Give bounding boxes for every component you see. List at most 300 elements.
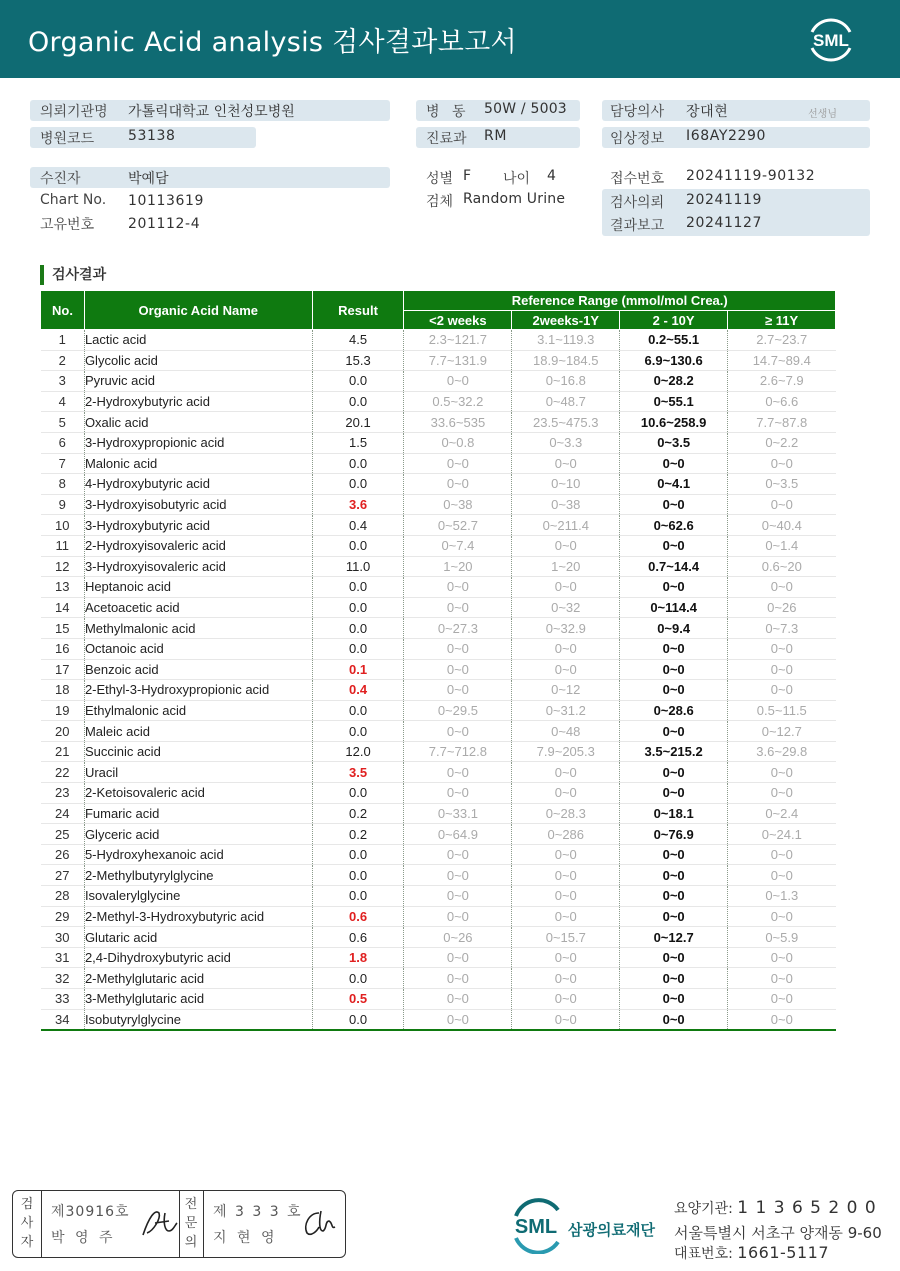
acid-name: Glutaric acid bbox=[84, 927, 312, 948]
footer-logo bbox=[510, 1198, 670, 1258]
ref-range-2-weeks-1-year: 0~0 bbox=[512, 659, 620, 680]
result-value: 0.2 bbox=[312, 824, 404, 845]
ref-range-under-2-weeks: 0~33.1 bbox=[404, 803, 512, 824]
age-value: 4 bbox=[547, 168, 557, 184]
row-number: 8 bbox=[41, 474, 85, 495]
ref-range-2-10-years: 0~28.6 bbox=[620, 700, 728, 721]
row-number: 28 bbox=[41, 886, 85, 907]
ref-range-under-2-weeks: 0~0 bbox=[404, 371, 512, 392]
department-value: RM bbox=[484, 128, 508, 144]
ref-range-2-10-years: 0~0 bbox=[620, 494, 728, 515]
ref-range-2-weeks-1-year: 23.5~475.3 bbox=[512, 412, 620, 433]
specimen-value: Random Urine bbox=[463, 191, 566, 207]
footer-phone bbox=[674, 1243, 829, 1263]
ward-value: 50W / 5003 bbox=[484, 101, 567, 117]
acid-name: Acetoacetic acid bbox=[84, 597, 312, 618]
row-number: 15 bbox=[41, 618, 85, 639]
logo-text: SML bbox=[813, 31, 849, 50]
acid-name: Maleic acid bbox=[84, 721, 312, 742]
acid-name: Uracil bbox=[84, 762, 312, 783]
ref-range-2-10-years: 0~76.9 bbox=[620, 824, 728, 845]
acid-name: 3-Hydroxybutyric acid bbox=[84, 515, 312, 536]
ref-range-over-11-years: 0~0 bbox=[728, 865, 836, 886]
row-number: 25 bbox=[41, 824, 85, 845]
result-value: 0.0 bbox=[312, 1009, 404, 1030]
table-row bbox=[41, 391, 836, 412]
result-value: 0.0 bbox=[312, 638, 404, 659]
ref-range-2-10-years: 0~0 bbox=[620, 535, 728, 556]
ref-range-over-11-years: 0~0 bbox=[728, 947, 836, 968]
ref-range-over-11-years: 0~2.2 bbox=[728, 432, 836, 453]
report-title: Organic Acid analysis 검사결과보고서 bbox=[28, 27, 517, 58]
ref-range-2-10-years: 0~62.6 bbox=[620, 515, 728, 536]
acid-name: Heptanoic acid bbox=[84, 577, 312, 598]
acid-name: Ethylmalonic acid bbox=[84, 700, 312, 721]
ref-range-2-weeks-1-year: 0~0 bbox=[512, 844, 620, 865]
ref-range-over-11-years: 0~0 bbox=[728, 989, 836, 1010]
acid-name: 2-Methylbutyrylglycine bbox=[84, 865, 312, 886]
ref-range-2-10-years: 3.5~215.2 bbox=[620, 741, 728, 762]
ref-range-over-11-years: 14.7~89.4 bbox=[728, 350, 836, 371]
header-age-1: <2 weeks bbox=[404, 311, 512, 330]
ref-range-under-2-weeks: 7.7~131.9 bbox=[404, 350, 512, 371]
ref-range-2-weeks-1-year: 0~0 bbox=[512, 947, 620, 968]
table-row bbox=[41, 350, 836, 371]
ref-range-2-weeks-1-year: 0~0 bbox=[512, 968, 620, 989]
result-value: 20.1 bbox=[312, 412, 404, 433]
acid-name: 2-Ethyl-3-Hydroxypropionic acid bbox=[84, 680, 312, 701]
ref-range-2-weeks-1-year: 18.9~184.5 bbox=[512, 350, 620, 371]
ref-range-over-11-years: 0~3.5 bbox=[728, 474, 836, 495]
row-number: 12 bbox=[41, 556, 85, 577]
institution-label: 의뢰기관명 bbox=[40, 104, 108, 120]
table-row bbox=[41, 865, 836, 886]
result-value: 1.8 bbox=[312, 947, 404, 968]
ref-range-2-10-years: 0~0 bbox=[620, 638, 728, 659]
phone-label: 대표번호: bbox=[674, 1246, 733, 1262]
ref-range-under-2-weeks: 0.5~32.2 bbox=[404, 391, 512, 412]
result-value: 0.0 bbox=[312, 535, 404, 556]
ward-label: 병 동 bbox=[426, 104, 470, 120]
ref-range-2-weeks-1-year: 0~0 bbox=[512, 762, 620, 783]
ref-range-under-2-weeks: 0~0 bbox=[404, 474, 512, 495]
result-value: 11.0 bbox=[312, 556, 404, 577]
institution-value: 가톨릭대학교 인천성모병원 bbox=[128, 104, 295, 120]
acid-name: 2-Hydroxybutyric acid bbox=[84, 391, 312, 412]
acid-name: Fumaric acid bbox=[84, 803, 312, 824]
result-value: 0.2 bbox=[312, 803, 404, 824]
signature-box bbox=[12, 1190, 346, 1258]
row-number: 4 bbox=[41, 391, 85, 412]
clinical-label: 임상정보 bbox=[610, 131, 665, 147]
result-value: 4.5 bbox=[312, 330, 404, 351]
ref-range-2-weeks-1-year: 0~48 bbox=[512, 721, 620, 742]
ref-range-under-2-weeks: 0~7.4 bbox=[404, 535, 512, 556]
result-value: 0.0 bbox=[312, 721, 404, 742]
ref-range-under-2-weeks: 0~0 bbox=[404, 680, 512, 701]
ref-range-2-10-years: 0~0 bbox=[620, 762, 728, 783]
ref-range-2-weeks-1-year: 0~32 bbox=[512, 597, 620, 618]
ref-range-2-10-years: 0~0 bbox=[620, 844, 728, 865]
tester-name: 박 영 주 bbox=[51, 1230, 116, 1246]
acid-name: 2-Ketoisovaleric acid bbox=[84, 783, 312, 804]
ref-range-2-10-years: 0~0 bbox=[620, 968, 728, 989]
ref-range-under-2-weeks: 0~0 bbox=[404, 762, 512, 783]
table-row bbox=[41, 721, 836, 742]
table-row bbox=[41, 412, 836, 433]
specimen-label: 검체 bbox=[426, 194, 454, 210]
result-value: 1.5 bbox=[312, 432, 404, 453]
phone-value: 1661-5117 bbox=[737, 1243, 829, 1262]
row-number: 11 bbox=[41, 535, 85, 556]
ref-range-under-2-weeks: 7.7~712.8 bbox=[404, 741, 512, 762]
ref-range-2-10-years: 0~0 bbox=[620, 989, 728, 1010]
ref-range-under-2-weeks: 0~0 bbox=[404, 597, 512, 618]
clinical-value: I68AY2290 bbox=[686, 128, 767, 144]
report-value: 20241127 bbox=[686, 215, 763, 231]
ref-range-2-weeks-1-year: 0~12 bbox=[512, 680, 620, 701]
ref-range-2-weeks-1-year: 0~0 bbox=[512, 989, 620, 1010]
ref-range-2-weeks-1-year: 0~10 bbox=[512, 474, 620, 495]
row-number: 16 bbox=[41, 638, 85, 659]
table-row bbox=[41, 700, 836, 721]
ref-range-2-10-years: 0~0 bbox=[620, 1009, 728, 1030]
request-label: 검사의뢰 bbox=[610, 195, 665, 211]
hospital-code-label: 병원코드 bbox=[40, 131, 95, 147]
ref-range-over-11-years: 0~0 bbox=[728, 762, 836, 783]
header-age-4: ≥ 11Y bbox=[728, 311, 836, 330]
row-number: 31 bbox=[41, 947, 85, 968]
ref-range-under-2-weeks: 33.6~535 bbox=[404, 412, 512, 433]
ref-range-2-weeks-1-year: 0~0 bbox=[512, 638, 620, 659]
acid-name: 4-Hydroxybutyric acid bbox=[84, 474, 312, 495]
table-row bbox=[41, 680, 836, 701]
row-number: 30 bbox=[41, 927, 85, 948]
result-value: 0.6 bbox=[312, 927, 404, 948]
table-row bbox=[41, 968, 836, 989]
unique-label: 고유번호 bbox=[40, 217, 95, 233]
table-row bbox=[41, 597, 836, 618]
ref-range-2-10-years: 0~0 bbox=[620, 453, 728, 474]
acid-name: 2,4-Dihydroxybutyric acid bbox=[84, 947, 312, 968]
table-row bbox=[41, 927, 836, 948]
row-number: 3 bbox=[41, 371, 85, 392]
table-row bbox=[41, 453, 836, 474]
row-number: 26 bbox=[41, 844, 85, 865]
ref-range-2-10-years: 0~0 bbox=[620, 783, 728, 804]
row-number: 32 bbox=[41, 968, 85, 989]
table-row bbox=[41, 515, 836, 536]
ref-range-under-2-weeks: 0~52.7 bbox=[404, 515, 512, 536]
ref-range-over-11-years: 0~1.4 bbox=[728, 535, 836, 556]
result-value: 0.4 bbox=[312, 680, 404, 701]
ref-range-over-11-years: 0~5.9 bbox=[728, 927, 836, 948]
ref-range-2-weeks-1-year: 0~0 bbox=[512, 783, 620, 804]
table-row bbox=[41, 371, 836, 392]
ref-range-2-10-years: 0~114.4 bbox=[620, 597, 728, 618]
ref-range-2-weeks-1-year: 0~211.4 bbox=[512, 515, 620, 536]
ref-range-under-2-weeks: 0~26 bbox=[404, 927, 512, 948]
ref-range-over-11-years: 0~26 bbox=[728, 597, 836, 618]
ref-range-over-11-years: 0~0 bbox=[728, 659, 836, 680]
table-row bbox=[41, 989, 836, 1010]
ref-range-2-weeks-1-year: 0~0 bbox=[512, 535, 620, 556]
ref-range-over-11-years: 0~2.4 bbox=[728, 803, 836, 824]
doctor-suffix: 선생님 bbox=[808, 109, 837, 120]
table-row bbox=[41, 659, 836, 680]
table-row bbox=[41, 618, 836, 639]
ref-range-under-2-weeks: 0~0 bbox=[404, 453, 512, 474]
ref-range-over-11-years: 0.5~11.5 bbox=[728, 700, 836, 721]
row-number: 7 bbox=[41, 453, 85, 474]
receipt-label: 접수번호 bbox=[610, 171, 665, 187]
specialist-signature bbox=[299, 1205, 341, 1241]
ref-range-2-weeks-1-year: 0~286 bbox=[512, 824, 620, 845]
unique-value: 201112-4 bbox=[128, 216, 201, 232]
ref-range-over-11-years: 0~6.6 bbox=[728, 391, 836, 412]
table-row bbox=[41, 474, 836, 495]
row-number: 33 bbox=[41, 989, 85, 1010]
header-result: Result bbox=[312, 291, 404, 330]
ref-range-2-weeks-1-year: 0~0 bbox=[512, 577, 620, 598]
row-number: 14 bbox=[41, 597, 85, 618]
ref-range-2-10-years: 0~0 bbox=[620, 721, 728, 742]
result-value: 0.5 bbox=[312, 989, 404, 1010]
ref-range-over-11-years: 0~0 bbox=[728, 783, 836, 804]
result-value: 0.0 bbox=[312, 700, 404, 721]
acid-name: 3-Hydroxyisobutyric acid bbox=[84, 494, 312, 515]
row-number: 6 bbox=[41, 432, 85, 453]
table-row bbox=[41, 947, 836, 968]
table-row bbox=[41, 741, 836, 762]
ref-range-2-10-years: 0.2~55.1 bbox=[620, 330, 728, 351]
ref-range-under-2-weeks: 1~20 bbox=[404, 556, 512, 577]
row-number: 22 bbox=[41, 762, 85, 783]
acid-name: Malonic acid bbox=[84, 453, 312, 474]
ref-range-under-2-weeks: 0~0 bbox=[404, 721, 512, 742]
ref-range-2-10-years: 6.9~130.6 bbox=[620, 350, 728, 371]
divider bbox=[41, 1191, 42, 1257]
ref-range-over-11-years: 0~0 bbox=[728, 1009, 836, 1030]
result-value: 0.0 bbox=[312, 597, 404, 618]
report-header bbox=[0, 0, 900, 78]
ref-range-over-11-years: 0~0 bbox=[728, 453, 836, 474]
row-number: 29 bbox=[41, 906, 85, 927]
ref-range-2-weeks-1-year: 0~0 bbox=[512, 1009, 620, 1030]
ref-range-2-10-years: 0~0 bbox=[620, 886, 728, 907]
footer-logo-text: SML bbox=[514, 1216, 558, 1238]
table-row bbox=[41, 886, 836, 907]
table-row bbox=[41, 844, 836, 865]
ref-range-under-2-weeks: 0~0 bbox=[404, 659, 512, 680]
ref-range-under-2-weeks: 0~0 bbox=[404, 906, 512, 927]
acid-name: Isobutyrylglycine bbox=[84, 1009, 312, 1030]
ref-range-under-2-weeks: 0~38 bbox=[404, 494, 512, 515]
ref-range-2-10-years: 0~12.7 bbox=[620, 927, 728, 948]
ref-range-2-10-years: 0.7~14.4 bbox=[620, 556, 728, 577]
ref-range-under-2-weeks: 0~0 bbox=[404, 638, 512, 659]
tester-license: 제30916호 bbox=[51, 1204, 130, 1220]
ref-range-under-2-weeks: 0~0 bbox=[404, 968, 512, 989]
result-value: 3.5 bbox=[312, 762, 404, 783]
ref-range-2-weeks-1-year: 0~16.8 bbox=[512, 371, 620, 392]
result-value: 0.0 bbox=[312, 844, 404, 865]
ref-range-over-11-years: 0~0 bbox=[728, 638, 836, 659]
result-value: 12.0 bbox=[312, 741, 404, 762]
ref-range-over-11-years: 0~1.3 bbox=[728, 886, 836, 907]
ref-range-2-weeks-1-year: 0~28.3 bbox=[512, 803, 620, 824]
ref-range-over-11-years: 0~0 bbox=[728, 968, 836, 989]
row-number: 23 bbox=[41, 783, 85, 804]
acid-name: Methylmalonic acid bbox=[84, 618, 312, 639]
row-number: 17 bbox=[41, 659, 85, 680]
table-row bbox=[41, 577, 836, 598]
acid-name: Glyceric acid bbox=[84, 824, 312, 845]
table-row bbox=[41, 535, 836, 556]
tester-signature bbox=[139, 1205, 181, 1241]
ref-range-over-11-years: 0~0 bbox=[728, 844, 836, 865]
ref-range-2-10-years: 0~9.4 bbox=[620, 618, 728, 639]
ref-range-2-weeks-1-year: 0~15.7 bbox=[512, 927, 620, 948]
ref-range-under-2-weeks: 0~0.8 bbox=[404, 432, 512, 453]
ref-range-over-11-years: 0~0 bbox=[728, 680, 836, 701]
ref-range-2-10-years: 10.6~258.9 bbox=[620, 412, 728, 433]
acid-name: 3-Methylglutaric acid bbox=[84, 989, 312, 1010]
results-body bbox=[41, 330, 836, 1030]
receipt-value: 20241119-90132 bbox=[686, 168, 816, 184]
ref-range-over-11-years: 2.6~7.9 bbox=[728, 371, 836, 392]
ref-range-over-11-years: 0~0 bbox=[728, 906, 836, 927]
department-label: 진료과 bbox=[426, 131, 467, 147]
ref-range-2-10-years: 0~0 bbox=[620, 906, 728, 927]
table-row bbox=[41, 494, 836, 515]
report-label: 결과보고 bbox=[610, 218, 665, 234]
divider bbox=[203, 1191, 204, 1257]
result-value: 3.6 bbox=[312, 494, 404, 515]
table-row bbox=[41, 824, 836, 845]
result-value: 0.0 bbox=[312, 865, 404, 886]
ref-range-2-weeks-1-year: 1~20 bbox=[512, 556, 620, 577]
ref-range-2-10-years: 0~0 bbox=[620, 947, 728, 968]
ref-range-over-11-years: 0~7.3 bbox=[728, 618, 836, 639]
ref-range-under-2-weeks: 0~27.3 bbox=[404, 618, 512, 639]
table-row bbox=[41, 762, 836, 783]
ref-range-under-2-weeks: 0~0 bbox=[404, 783, 512, 804]
header-age-2: 2weeks-1Y bbox=[512, 311, 620, 330]
ref-range-over-11-years: 0~40.4 bbox=[728, 515, 836, 536]
ref-range-over-11-years: 2.7~23.7 bbox=[728, 330, 836, 351]
results-table bbox=[40, 290, 836, 1031]
age-label: 나이 bbox=[503, 171, 531, 187]
footer-institution-code bbox=[674, 1198, 877, 1218]
ref-range-over-11-years: 7.7~87.8 bbox=[728, 412, 836, 433]
ref-range-2-weeks-1-year: 0~0 bbox=[512, 906, 620, 927]
result-value: 0.6 bbox=[312, 906, 404, 927]
table-row bbox=[41, 638, 836, 659]
acid-name: Succinic acid bbox=[84, 741, 312, 762]
tester-label: 검사자 bbox=[20, 1197, 34, 1250]
ref-range-2-10-years: 0~0 bbox=[620, 680, 728, 701]
result-value: 15.3 bbox=[312, 350, 404, 371]
ref-range-over-11-years: 3.6~29.8 bbox=[728, 741, 836, 762]
result-value: 0.0 bbox=[312, 453, 404, 474]
ref-range-over-11-years: 0~24.1 bbox=[728, 824, 836, 845]
ref-range-2-weeks-1-year: 0~48.7 bbox=[512, 391, 620, 412]
patient-label: 수진자 bbox=[40, 171, 81, 187]
ref-range-2-10-years: 0~18.1 bbox=[620, 803, 728, 824]
ref-range-2-weeks-1-year: 3.1~119.3 bbox=[512, 330, 620, 351]
doctor-label: 담당의사 bbox=[610, 104, 665, 120]
result-value: 0.1 bbox=[312, 659, 404, 680]
table-row bbox=[41, 556, 836, 577]
result-value: 0.0 bbox=[312, 474, 404, 495]
ref-range-over-11-years: 0~0 bbox=[728, 494, 836, 515]
ref-range-2-weeks-1-year: 0~0 bbox=[512, 453, 620, 474]
ref-range-2-10-years: 0~28.2 bbox=[620, 371, 728, 392]
acid-name: Octanoic acid bbox=[84, 638, 312, 659]
ref-range-under-2-weeks: 0~0 bbox=[404, 577, 512, 598]
ref-range-2-weeks-1-year: 0~38 bbox=[512, 494, 620, 515]
header-reference: Reference Range (mmol/mol Crea.) bbox=[404, 291, 836, 311]
acid-name: Lactic acid bbox=[84, 330, 312, 351]
ref-range-2-10-years: 0~4.1 bbox=[620, 474, 728, 495]
acid-name: 2-Hydroxyisovaleric acid bbox=[84, 535, 312, 556]
hospital-code-value: 53138 bbox=[128, 128, 176, 144]
table-row bbox=[41, 906, 836, 927]
table-row bbox=[41, 330, 836, 351]
ref-range-2-10-years: 0~0 bbox=[620, 577, 728, 598]
institution-code-value: 1 1 3 6 5 2 0 0 bbox=[737, 1198, 877, 1218]
ref-range-2-10-years: 0~3.5 bbox=[620, 432, 728, 453]
patient-value: 박예담 bbox=[128, 171, 169, 187]
specialist-name: 지 현 영 bbox=[213, 1230, 278, 1246]
result-value: 0.0 bbox=[312, 618, 404, 639]
sex-value: F bbox=[463, 168, 472, 184]
table-row bbox=[41, 1009, 836, 1030]
row-number: 19 bbox=[41, 700, 85, 721]
acid-name: Glycolic acid bbox=[84, 350, 312, 371]
sex-label: 성별 bbox=[426, 171, 454, 187]
ref-range-2-10-years: 0~55.1 bbox=[620, 391, 728, 412]
request-value: 20241119 bbox=[686, 192, 763, 208]
ref-range-under-2-weeks: 0~29.5 bbox=[404, 700, 512, 721]
ref-range-over-11-years: 0.6~20 bbox=[728, 556, 836, 577]
row-number: 20 bbox=[41, 721, 85, 742]
ref-range-2-weeks-1-year: 0~0 bbox=[512, 886, 620, 907]
row-number: 5 bbox=[41, 412, 85, 433]
ref-range-under-2-weeks: 0~0 bbox=[404, 947, 512, 968]
row-number: 1 bbox=[41, 330, 85, 351]
result-value: 0.0 bbox=[312, 783, 404, 804]
header-no: No. bbox=[41, 291, 85, 330]
row-number: 2 bbox=[41, 350, 85, 371]
result-value: 0.0 bbox=[312, 886, 404, 907]
acid-name: Pyruvic acid bbox=[84, 371, 312, 392]
ref-range-2-weeks-1-year: 0~31.2 bbox=[512, 700, 620, 721]
ref-range-over-11-years: 0~0 bbox=[728, 577, 836, 598]
acid-name: 3-Hydroxypropionic acid bbox=[84, 432, 312, 453]
row-number: 9 bbox=[41, 494, 85, 515]
row-number: 13 bbox=[41, 577, 85, 598]
result-value: 0.0 bbox=[312, 968, 404, 989]
acid-name: 3-Hydroxyisovaleric acid bbox=[84, 556, 312, 577]
institution-code-label: 요양기관: bbox=[674, 1201, 733, 1217]
ref-range-under-2-weeks: 0~64.9 bbox=[404, 824, 512, 845]
row-number: 18 bbox=[41, 680, 85, 701]
ref-range-2-weeks-1-year: 0~0 bbox=[512, 865, 620, 886]
footer-address: 서울특별시 서초구 양재동 9-60 bbox=[674, 1224, 882, 1242]
acid-name: 2-Methylglutaric acid bbox=[84, 968, 312, 989]
